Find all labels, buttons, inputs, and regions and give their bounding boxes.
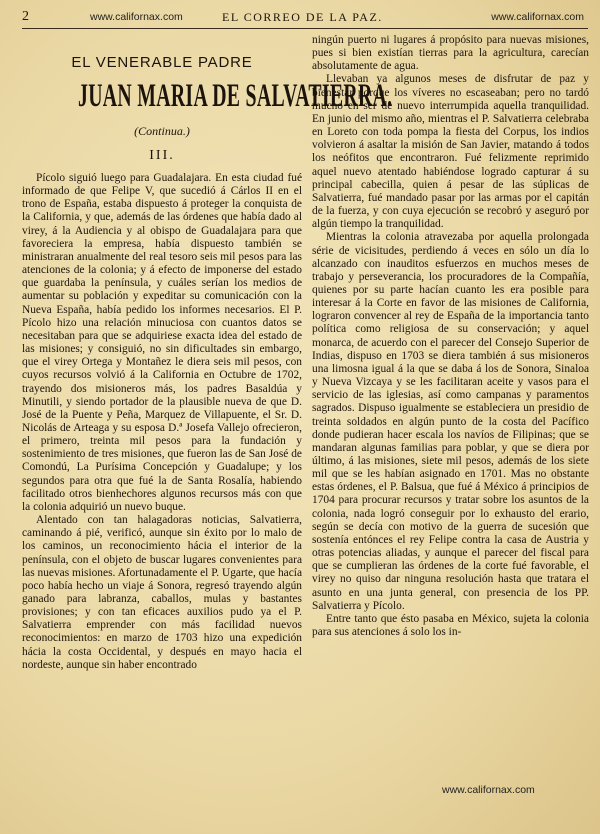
header-rule: [22, 28, 588, 29]
paragraph: Alentado con tan halagadoras noticias, Salvatierra, caminando á pié, verificó, aunque sin éxito por lo malo de los caminos, un reconocimiento hácia el interior de la península, con el objeto de buscar lugares convenientes para las nuevas misiones. Afortunadamente el P. Ugarte, que hacía poco había hecho un viaje á Sonora, regresó trayendo algún ganado para labranza, caballos, mulas y bastantes provisiones; y con tan eficaces auxilios pudo ya el P. Salvatierra emprender con más facilidad nuevos reconocimientos: en marzo de 1703 hizo una expedición hácia la costa Occidental, y después en mayo hacia el nordeste, aunque sin haber encontrado: [22, 514, 302, 671]
paragraph: Entre tanto que ésto pasaba en México, sujeta la colonia para sus atenciones á solo los in-: [312, 612, 589, 639]
page-number: 2: [22, 9, 29, 24]
right-column: [312, 34, 589, 639]
article-title: JUAN MARIA DE SALVATIERRA.: [78, 78, 393, 114]
masthead: EL CORREO DE LA PAZ.: [222, 10, 383, 24]
watermark-url: www.californax.com: [90, 11, 183, 23]
continued-note: (Continua.): [134, 124, 190, 138]
paragraph: ningún puerto ni lugares á propósito para nuevas misiones, pues si bien existían tierras para la agricultura, carecían absolutamente de agua.: [312, 34, 589, 73]
watermark-url: www.californax.com: [491, 11, 584, 23]
paragraph: Llevaban ya algunos meses de disfrutar de paz y bienestar porque los víveres no escaseaban; pero no tardó mucho en ser de nuevo interrumpida aquella tranquilidad. En junio del mismo año, mientras el P. Salvatierra celebraba en Loreto con toda pompa la fiesta del Corpus, los indios volvieron á asaltar la misión de San Javier, matando á todos los neófitos que encontraron. Fué felizmente reprimido aquel nuevo atentado habiéndose logrado capturar á su principal cabecilla, quien á pesar de las súplicas de Salvatierra, fué mandado pasar por las armas por el capitán de la fuerza, y con cuya ejecución se recobró y aseguró por algún tiempo la tranquilidad.: [312, 73, 589, 231]
article-heading: [22, 54, 393, 164]
section-number: III.: [149, 148, 175, 163]
page-header: [22, 6, 586, 28]
left-column: [22, 34, 393, 672]
paragraph: Mientras la colonia atravezaba por aquella prolongada série de vicisitudes, perdiendo á veces en sólo un día lo alcanzado con inauditos esfuerzos en muchos meses de trabajo y perseverancia, los procuradores de la Compañía, quienes por su parte hacían cuanto les era posible para interesar á la Corte en favor de las misiones de California, lograron convencer al rey de España de la importancia tanto política como religiosa de su conservación; y aquel monarca, de acuerdo con el parecer del Consejo Superior de Indias, dispuso en 1703 se diera también á sus misioneros una limosna igual á la que se daba á los de Sonora, Sinaloa y Nueva Vizcaya y se les facilitaran aceite y vasos para el servicio de las iglesias, así como campanas y paramentos sagrados. Dispuso igualmente se estableciera un presidio de treinta soldados en algún punto de la costa del Pacífico donde pudieran hacer escala los navíos de Filipinas; que se mandaran algunas familias para poblar, y que se diera por último, á las misiones, siete mil pesos, además de los siete mil que se les habían asignado en 1701. Mas no obstante estas órdenes, el P. Balsua, que fué á México á principios de 1704 para procurar recursos y tratar sobre los asuntos de la colonia, nada logró conseguir por lo exhausto del erario, según se decía con motivo de la guerra de sucesión que sostenía entónces el rey Felipe contra la casa de Austria y otras potencias aliadas, y aunque el parecer del fiscal para que se cumplieran las órdenes de la corte fué favorable, el virey no quiso dar ninguna resolución hasta que tratara el asunto en una junta general, con presencia de los PP. Salvatierra y Pícolo.: [312, 231, 589, 612]
paragraph: Pícolo siguió luego para Guadalajara. En esta ciudad fué informado de que Felipe V, que sucedió á Cárlos II en el trono de España, estaba dispuesto á proteger la conquista de la California, y que, además de las órdenes que había dado al virey, á la Audiencia y al obispo de Guadalajara para que favoreciera la empresa, había dispuesto también se ministraran anualmente del real tesoro seis mil pesos para las atenciones de la colonia; y á efecto de imponerse del estado que guardaba la península, y cuáles serían los medios de aumentar su población y expeditar su comunicación con la Nueva España, había pedido los informes necesarios. El P. Pícolo hizo una relación minuciosa con cuantos datos se necesitaban para que se adquiriese exacta idea del estado de las misiones; y consiguió, no sin dificultades sin embargo, que el virey Ortega y Montañez le diera seis mil pesos, con cuyos recursos volvió á la California en Octubre de 1702, trayendo dos misioneros más, los padres Basaldúa y Minutili, y siendo portador de la plausible nueva de que D. José de la Puente y Peña, Marquez de Villapuente, el Sr. D. Nicolás de Arteaga y su esposa D.ª Josefa Vallejo ofrecieron, el primero, treinta mil pesos para la fundación y sostenimiento de tres misiones, que fueron las de San José de Comondú, La Purísima Concepción y Guadalupe; y los segundos para otra que fué la de Santa Rosalía, habiendo facilitado otros bienhechores algunos recursos más con que la colonia adquirió un nuevo buque.: [22, 172, 302, 513]
watermark-url: www.californax.com: [442, 784, 535, 796]
article-kicker: EL VENERABLE PADRE: [71, 54, 253, 71]
